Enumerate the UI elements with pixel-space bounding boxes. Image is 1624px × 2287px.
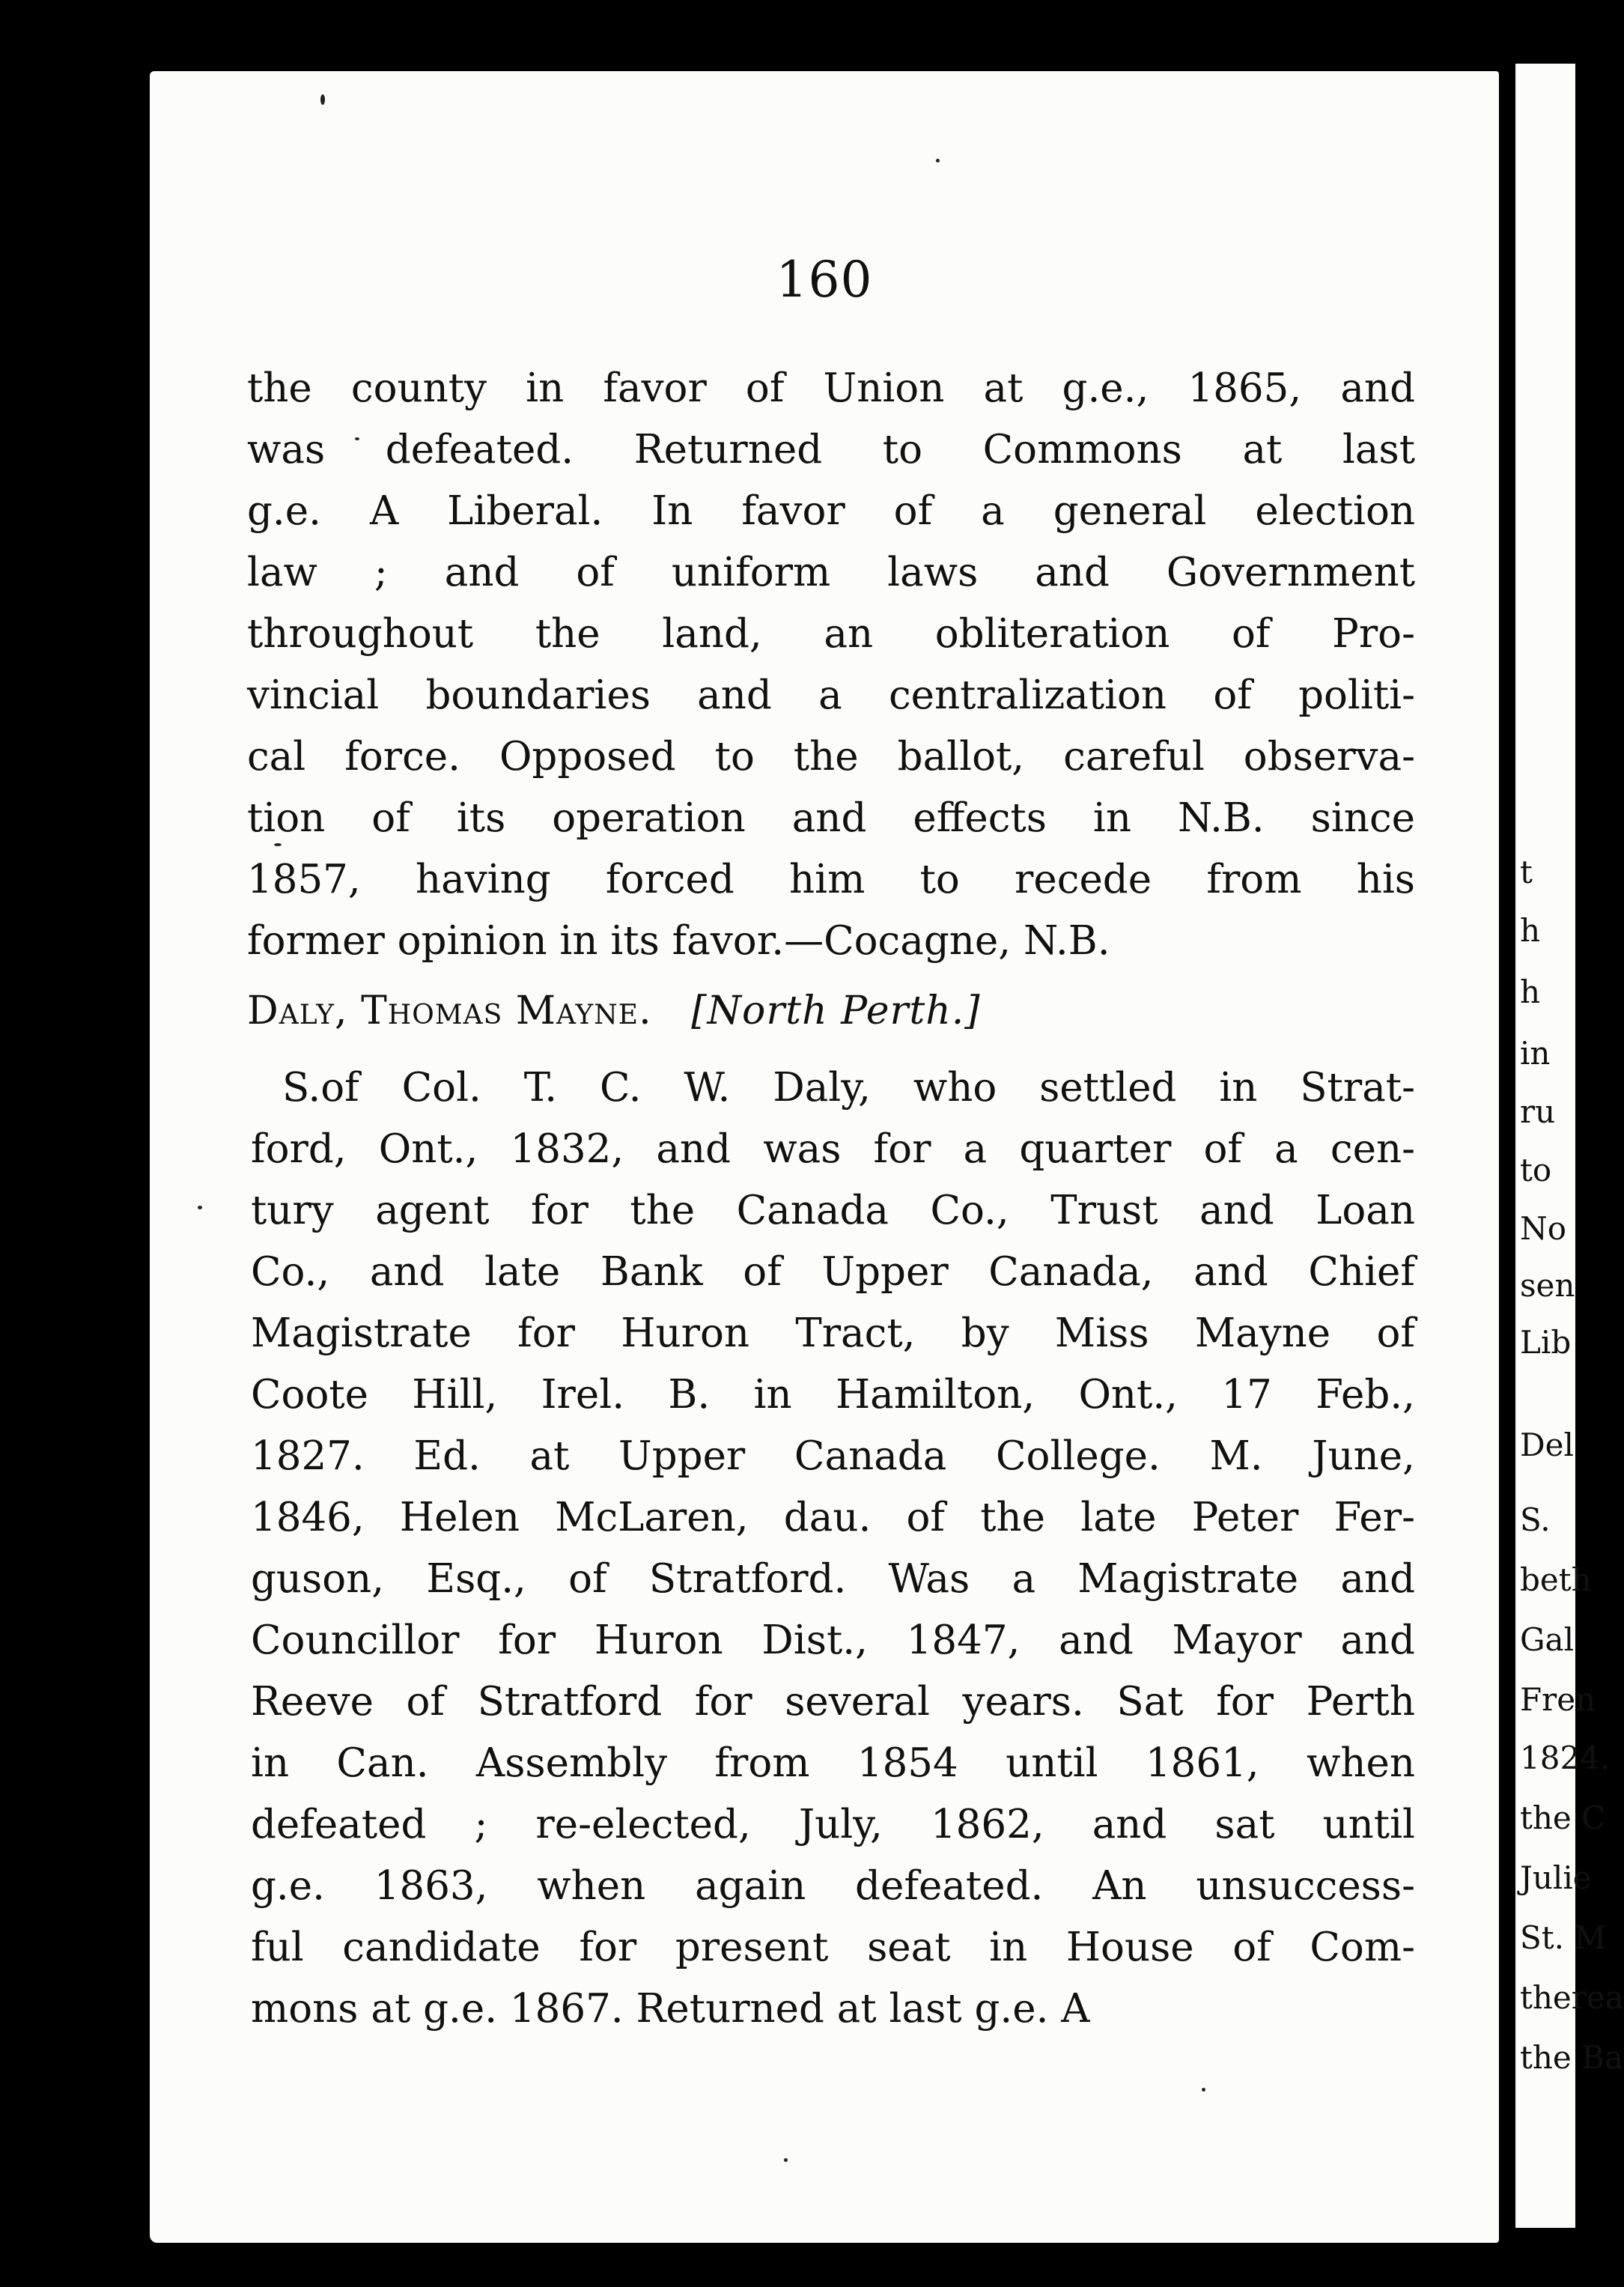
text-line: mons at g.e. 1867. Returned at last g.e. A (251, 1986, 1090, 2032)
page-number: 160 (776, 251, 873, 309)
text-line: defeated ; re-elected, July, 1862, and sat until (251, 1802, 1415, 1847)
text-line: 1846, Helen McLaren, dau. of the late Peter Fer- (251, 1495, 1415, 1540)
text-line: guson, Esq., of Stratford. Was a Magistrate and (251, 1556, 1415, 1602)
scan-speck (1202, 2088, 1205, 2092)
text-line: 1857, having forced him to recede from his (247, 857, 1415, 902)
text-line: Coote Hill, Irel. B. in Hamilton, Ont., 17 Feb., (251, 1372, 1415, 1418)
first-paragraph (247, 358, 1415, 972)
facing-page-fragment: in (1520, 1035, 1551, 1072)
facing-page-fragment: h (1520, 912, 1541, 949)
text-line: law ; and of uniform laws and Government (247, 550, 1415, 595)
entry-name: Daly, Thomas Mayne. (247, 988, 652, 1033)
text-line: S.of Col. T. C. W. Daly, who settled in Strat- (282, 1065, 1415, 1111)
facing-page-fragment: the C (1520, 1799, 1606, 1836)
facing-page-fragment: 1824. (1520, 1740, 1611, 1776)
text-line: Reeve of Stratford for several years. Sat for Perth (251, 1679, 1415, 1725)
text-line: g.e. A Liberal. In favor of a general election (247, 488, 1415, 534)
text-line: Co., and late Bank of Upper Canada, and Chief (251, 1249, 1415, 1295)
facing-page-fragment: the Ba (1520, 2039, 1624, 2076)
entry-heading (247, 988, 981, 1033)
facing-page-fragment: h (1520, 974, 1541, 1010)
text-line: throughout the land, an obliteration of Pro- (247, 611, 1415, 657)
scan-speck (320, 94, 325, 105)
text-line: tury agent for the Canada Co., Trust and Loan (251, 1188, 1415, 1233)
text-line: Magistrate for Huron Tract, by Miss Mayne of (251, 1310, 1415, 1356)
text-line: was defeated. Returned to Commons at last (247, 427, 1415, 473)
text-line: former opinion in its favor.—Cocagne, N.B. (247, 918, 1110, 964)
text-line: cal force. Opposed to the ballot, careful observa- (247, 734, 1415, 780)
facing-page-fragment: sen (1520, 1267, 1575, 1304)
facing-page-fragment: No (1520, 1210, 1567, 1247)
facing-page-fragment: Fren (1520, 1681, 1596, 1718)
facing-page-fragment: St. M (1520, 1919, 1607, 1956)
facing-page-fragment: t (1520, 854, 1533, 890)
facing-page-fragment: therea (1520, 1979, 1624, 2016)
facing-page-edge (1515, 64, 1624, 2228)
text-line: g.e. 1863, when again defeated. An unsuccess- (251, 1863, 1415, 1909)
text-line: vincial boundaries and a centralization of politi- (247, 672, 1415, 718)
scan-speck (936, 159, 940, 163)
scan-speck (198, 1206, 202, 1209)
text-line: 1827. Ed. at Upper Canada College. M. June, (251, 1433, 1415, 1479)
facing-page-fragment: S. (1520, 1501, 1551, 1538)
text-line: the county in favor of Union at g.e., 1865, and (247, 365, 1415, 411)
text-line: tion of its operation and effects in N.B. since (247, 795, 1415, 841)
facing-page-fragment: Gal (1520, 1621, 1575, 1658)
second-paragraph (251, 1057, 1415, 2040)
facing-page-fragment: Julie (1520, 1859, 1592, 1896)
entry-constituency: [North Perth.] (691, 988, 981, 1033)
text-line: ford, Ont., 1832, and was for a quarter of a cen- (251, 1126, 1415, 1172)
facing-page-fragment: ru (1520, 1093, 1556, 1130)
facing-page-fragment: Del (1520, 1427, 1574, 1463)
facing-page-fragment: Lib (1520, 1324, 1572, 1361)
text-line: in Can. Assembly from 1854 until 1861, when (251, 1740, 1415, 1786)
text-line: ful candidate for present seat in House of Com- (251, 1925, 1415, 1970)
facing-page-fragment: beth (1520, 1561, 1592, 1598)
text-line: Councillor for Huron Dist., 1847, and Mayor and (251, 1618, 1415, 1663)
facing-page-fragment: to (1520, 1152, 1552, 1188)
scan-speck (784, 2158, 788, 2162)
